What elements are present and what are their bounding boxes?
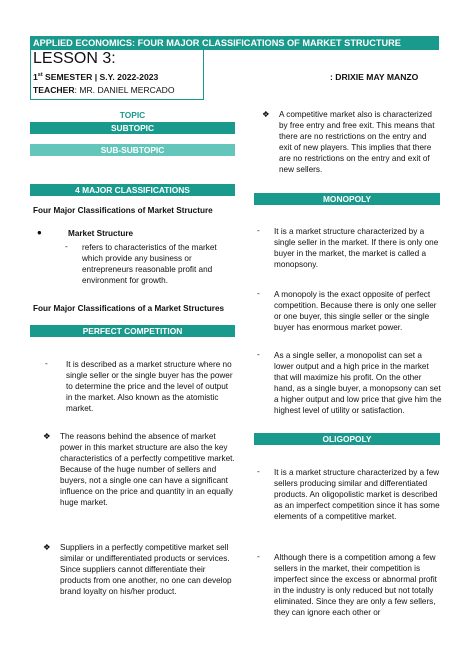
dash-icon: -: [257, 289, 260, 298]
monopoly-bar: MONOPOLY: [254, 193, 440, 205]
subsubtopic-bar: SUB-SUBTOPIC: [30, 144, 235, 156]
teacher-value: : MR. DANIEL MERCADO: [74, 85, 175, 95]
perfect-paragraph-1: It is described as a market structure where no single seller or the single buyer has the power to determine the price and the level of output in the market. Also known as the atomistic market.: [66, 360, 233, 413]
market-structure-title: Market Structure: [68, 229, 134, 238]
semester-suffix: st: [37, 72, 43, 79]
subtopic-bar: SUBTOPIC: [30, 122, 235, 134]
teacher-line: [33, 85, 175, 95]
monopoly-paragraph-2: A monopoly is the exact opposite of perfect competition. Because there is only one seller or one buyer, this single seller or the single buyer has enormous market power.: [274, 290, 437, 332]
dash-icon: -: [257, 467, 260, 476]
oligopoly-paragraph-1: It is a market structure characterized by a few sellers producing similar and differentiated products. An oligopolistic market is described as an imperfect competition since it has some elements of a competitive market.: [274, 468, 440, 521]
dash-icon: -: [65, 242, 68, 251]
heading-four-major-structures: Four Major Classifications of a Market Structures: [33, 304, 225, 313]
dash-icon: -: [45, 359, 48, 368]
document-banner: APPLIED ECONOMICS: FOUR MAJOR CLASSIFICATIONS OF MARKET STRUCTURE: [30, 36, 439, 50]
dash-icon: -: [257, 350, 260, 359]
dash-icon: -: [257, 226, 260, 235]
monopoly-paragraph-1: It is a market structure characterized by a single seller in the market. If there is only one buyer in the market, the market is called a monopsony.: [274, 227, 439, 269]
competitive-market-intro: A competitive market also is characterized by free entry and free exit. This means that there are no restrictions on the entry and exit of new players. This implies that there are no restrictions on the entry and exit of new sellers.: [279, 110, 435, 174]
semester-number: 1: [33, 72, 38, 82]
oligopoly-paragraph-2: Although there is a competition among a few sellers in the market, their competition is imperfect since the excess or abnormal profit in the industry is only reduced but not totally eliminated. Since they are only a few sellers, they can ignore each other or: [274, 553, 437, 617]
diamond-bullet-icon: ❖: [43, 431, 51, 441]
semester-line: [33, 72, 158, 82]
perfect-paragraph-3: Suppliers in a perfectly competitive market sell similar or undifferentiated products or services. Since suppliers cannot differentiate their products from one another, no one can develop brand loyalty on his/her product.: [60, 543, 232, 596]
teacher-label: TEACHER: [33, 85, 75, 95]
monopoly-paragraph-3: As a single seller, a monopolist can set a lower output and a high price in the market that will maximize his profit. On the other hand, as a single buyer, a monopsony can set a higher output and low price that give him the highest level of utility or satisfaction.: [274, 351, 442, 415]
student-name: : DRIXIE MAY MANZO: [330, 72, 419, 82]
topic-label: TOPIC: [119, 110, 146, 120]
perfect-competition-bar: PERFECT COMPETITION: [30, 325, 235, 337]
semester-rest: SEMESTER | S.Y. 2022-2023: [42, 72, 159, 82]
classifications-bar: 4 MAJOR CLASSIFICATIONS: [30, 184, 235, 196]
bullet-icon: ●: [37, 228, 42, 237]
market-structure-definition: refers to characteristics of the market which provide any business or entrepreneurs reasonable profit and environment for growth.: [82, 243, 217, 285]
diamond-bullet-icon: ❖: [262, 109, 270, 119]
diamond-bullet-icon: ❖: [43, 542, 51, 552]
perfect-paragraph-2: The reasons behind the absence of market power in this market structure are also the key characteristics of a perfectly competitive market. Because of the huge number of sellers and buyers, not a single one can have a significant influence on the price and quantity in an equally huge market.: [60, 432, 235, 507]
heading-four-major: Four Major Classifications of Market Structure: [33, 206, 213, 215]
lesson-title: LESSON 3:: [33, 50, 116, 67]
oligopoly-bar: OLIGOPOLY: [254, 433, 440, 445]
dash-icon: -: [257, 552, 260, 561]
